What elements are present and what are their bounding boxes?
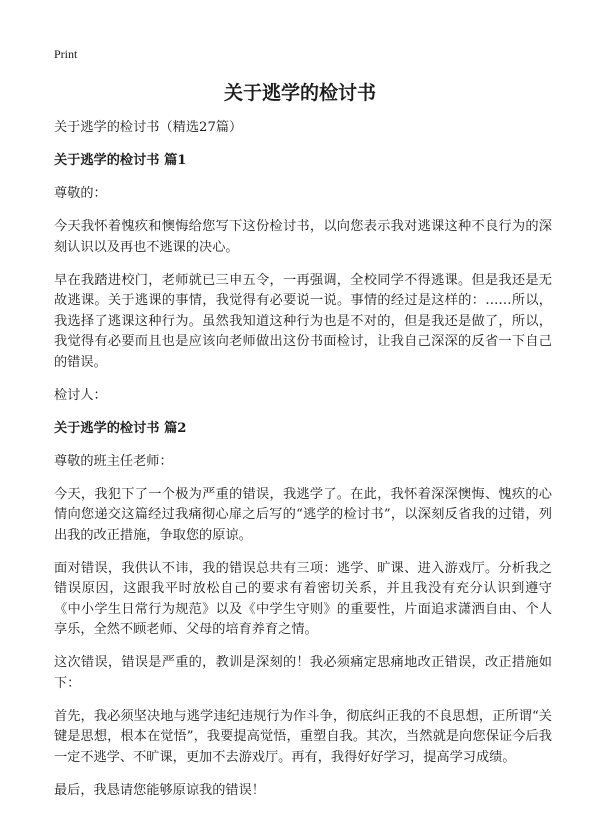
section-1-signature: 检讨人： (54, 387, 107, 403)
section-2-salutation: 尊敬的班主任老师： (54, 453, 173, 469)
section-2-heading: 关于逃学的检讨书 篇2 (54, 420, 187, 436)
document-subtitle: 关于逃学的检讨书（精选27篇） (54, 120, 243, 135)
document-body (54, 118, 552, 814)
section-2-paragraph: 今天，我犯下了一个极为严重的错误，我逃学了。在此，我怀着深深懊悔、愧疚的心情向您递交这篇经过我痛彻心扉之后写的“逃学的检讨书”，以深刻反省我的过错，列出我的改正措施，争取您的原谅。 (54, 486, 552, 543)
section-2-paragraph: 面对错误，我供认不讳，我的错误总共有三项：逃学、旷课、进入游戏厅。分析我之错误原因，这跟我平时放松自己的要求有着密切关系，并且我没有充分认识到遵守《中小学生日常行为规范》以及《中学生守则》的重要性，片面追求潇洒自由、个人享乐，全然不顾老师、父母的培育养育之情。 (54, 560, 552, 637)
section-1-salutation: 尊敬的： (54, 186, 107, 201)
section-2-paragraph: 首先，我必须坚决地与逃学违纪违规行为作斗争，彻底纠正我的不良思想，正所谓“关键是思想，根本在觉悟”，我要提高觉悟，重塑自我。其次，当然就是向您保证今后我一定不逃学、不旷课，更加不去游戏厅。再有，我得好好学习，提高学习成绩。 (54, 708, 552, 765)
page-title: 关于逃学的检讨书 (223, 82, 376, 104)
section-1-paragraph: 今天我怀着愧疚和懊悔给您写下这份检讨书，以向您表示我对逃课这种不良行为的深刻认识以及再也不逃课的决心。 (54, 219, 552, 255)
section-2-paragraph: 这次错误，错误是严重的，教训是深刻的！我必须痛定思痛地改正错误，改正措施如下： (54, 655, 552, 691)
section-2-paragraph: 最后，我恳请您能够原谅我的错误！ (54, 782, 265, 798)
section-1-paragraph: 早在我踏进校门，老师就已三申五令，一再强调，全校同学不得逃课。但是我还是无故逃课。关于逃课的事情，我觉得有必要说一说。事情的经过是这样的：……所以，我选择了逃课这种行为。虽然我知道这种行为也是不对的，但是我还是做了，所以，我觉得有必要而且也是应该向老师做出这份书面检讨，让我自己深深的反省一下自己的错误。 (54, 272, 552, 370)
print-label: Print (54, 47, 78, 61)
section-1-heading: 关于逃学的检讨书 篇1 (54, 153, 187, 168)
